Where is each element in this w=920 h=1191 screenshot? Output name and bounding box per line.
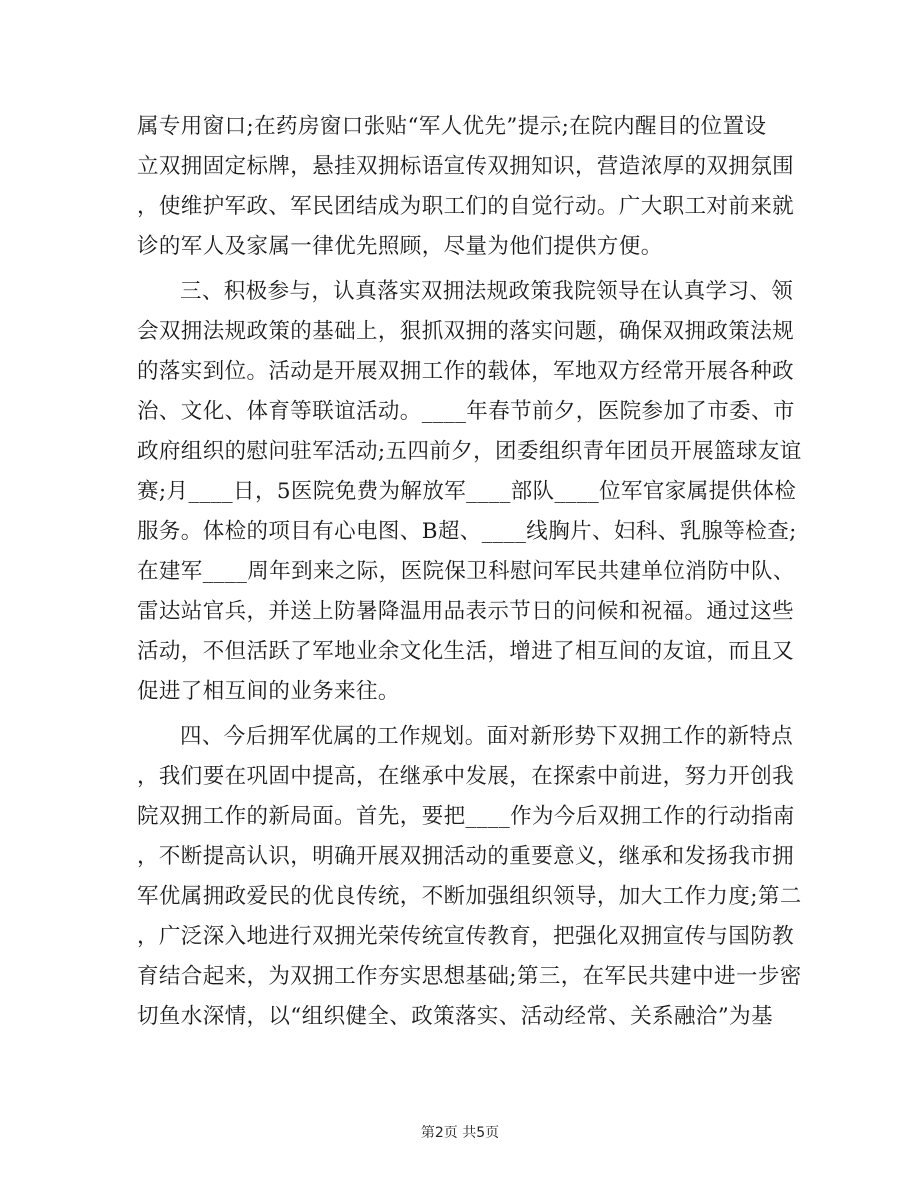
text-line: 诊的军人及家属一律优先照顾，尽量为他们提供方便。 bbox=[137, 234, 663, 259]
text-line: 的落实到位。活动是开展双拥工作的载体，军地双方经常开展各种政 bbox=[137, 359, 795, 384]
text-line: 立双拥固定标牌，悬挂双拥标语宣传双拥知识，营造浓厚的双拥氛围 bbox=[137, 154, 795, 179]
text-line: 在建军____周年到来之际，医院保卫科慰问军民共建单位消防中队、 bbox=[137, 559, 795, 584]
text-line: 赛;月____日，5医院免费为解放军____部队____位军官家属提供体检 bbox=[137, 479, 797, 504]
text-line: 促进了相互间的业务来往。 bbox=[137, 679, 400, 704]
text-line: 切鱼水深情，以“组织健全、政策落实、活动经常、关系融洽”为基 bbox=[137, 1004, 773, 1029]
section-three-heading-line: 三、积极参与，认真落实双拥法规政策我院领导在认真学习、领 bbox=[180, 279, 794, 304]
text-line: ，广泛深入地进行双拥光荣传统宣传教育，把强化双拥宣传与国防教 bbox=[137, 924, 795, 949]
text-line: 雷达站官兵，并送上防暑降温用品表示节日的问候和祝福。通过这些 bbox=[137, 599, 795, 624]
text-line: ，使维护军政、军民团结成为职工们的自觉行动。广大职工对前来就 bbox=[137, 194, 795, 219]
text-line: 军优属拥政爱民的优良传统，不断加强组织领导，加大工作力度;第二 bbox=[137, 884, 802, 909]
page-number-footer: 第2页 共5页 bbox=[420, 1125, 500, 1141]
section-four-heading-line: 四、今后拥军优属的工作规划。面对新形势下双拥工作的新特点 bbox=[180, 724, 794, 749]
text-line: 会双拥法规政策的基础上，狠抓双拥的落实问题，确保双拥政策法规 bbox=[137, 319, 795, 344]
text-line: 服务。体检的项目有心电图、B超、____线胸片、妇科、乳腺等检查; bbox=[137, 519, 797, 544]
text-line: 治、文化、体育等联谊活动。____年春节前夕，医院参加了市委、市 bbox=[137, 399, 795, 424]
text-line: ，我们要在巩固中提高，在继承中发展，在探索中前进，努力开创我 bbox=[137, 764, 795, 789]
text-line: 育结合起来，为双拥工作夯实思想基础;第三，在军民共建中进一步密 bbox=[137, 964, 802, 989]
text-line: 活动，不但活跃了军地业余文化生活，增进了相互间的友谊，而且又 bbox=[137, 639, 795, 664]
text-line: 政府组织的慰问驻军活动;五四前夕，团委组织青年团员开展篮球友谊 bbox=[137, 439, 802, 464]
text-line: 院双拥工作的新局面。首先，要把____作为今后双拥工作的行动指南 bbox=[137, 804, 795, 829]
text-line: ，不断提高认识，明确开展双拥活动的重要意义，继承和发扬我市拥 bbox=[137, 844, 795, 869]
text-line: 属专用窗口;在药房窗口张贴“军人优先”提示;在院内醒目的位置设 bbox=[137, 114, 767, 139]
